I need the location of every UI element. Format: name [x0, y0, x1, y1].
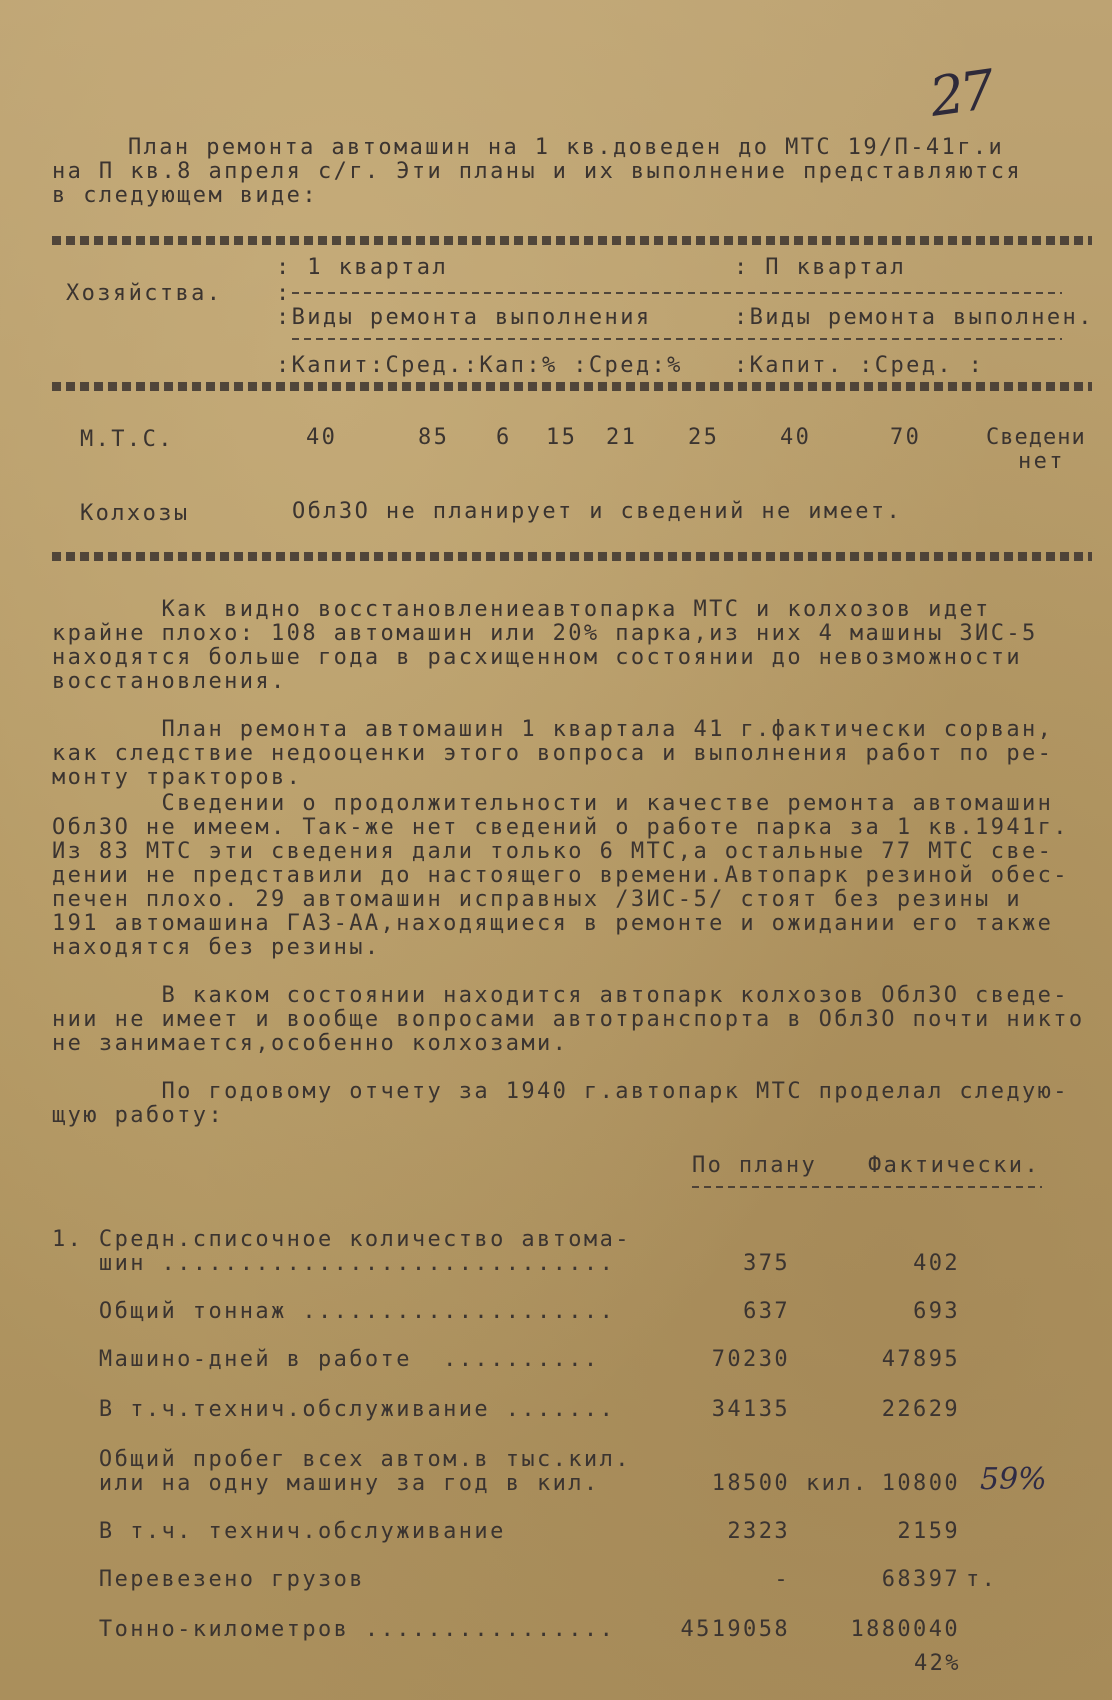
table2-col-plan: По плану: [692, 1153, 818, 1178]
table1-header-rule: [52, 382, 1092, 391]
table1-q2-cols: :Капит. :Сред. :: [734, 353, 985, 378]
table2-row-fact: 2159: [897, 1519, 960, 1544]
paragraph-2-line: План ремонта автомашин 1 квартала 41 г.фактически сорван,: [52, 717, 1054, 742]
paragraph-1-line: находятся больше года в расхищенном состоянии до невозможности: [52, 645, 1022, 670]
table1-kolkhoz-text: ОблЗО не планирует и сведений не имеет.: [292, 499, 903, 524]
table2-row-fact: 1880040: [850, 1617, 960, 1642]
table2-row-plan: -: [774, 1567, 790, 1592]
table2-row-plan: 34135: [711, 1397, 790, 1422]
table2-row-plan: 375: [743, 1251, 790, 1276]
table2-row-label: В т.ч.технич.обслуживание .......: [52, 1397, 616, 1422]
table2-row-label: Тонно-километров ................: [52, 1617, 616, 1642]
paragraph-2-line: как следствие недооценки этого вопроса и выполнения работ по ре-: [52, 741, 1054, 766]
table2-row-fact: 22629: [881, 1397, 960, 1422]
table2-row-label: 1. Средн.списочное количество автома-: [52, 1227, 631, 1252]
paragraph-1-line: крайне плохо: 108 автомашин или 20% парка,из них 4 машины ЗИС-5: [52, 621, 1038, 646]
table2-row-plan: 70230: [711, 1347, 790, 1372]
paragraph-2-line: дении не представили до настоящего времени.Автопарк резиной обес-: [52, 863, 1069, 888]
paragraph-2-line: печен плохо. 29 автомашин исправных /ЗИС-5/ стоят без резины и: [52, 887, 1022, 912]
table2-row-label: Общий тоннаж ....................: [52, 1299, 616, 1324]
table2-header-underline: [692, 1186, 1042, 1188]
paragraph-3-line: не занимается,особенно колхозами.: [52, 1031, 569, 1056]
paragraph-1-line: восстановления.: [52, 669, 287, 694]
paragraph-2-line: находятся без резины.: [52, 935, 381, 960]
table2-row-fact: 10800: [881, 1471, 960, 1496]
table1-mts-value: 85: [418, 425, 450, 450]
table2-row-label: Перевезено грузов: [52, 1567, 365, 1592]
table2-row-plan: 2323: [727, 1519, 790, 1544]
table2-row-label: шин .............................: [52, 1251, 616, 1276]
paragraph-2-line: Сведении о продолжительности и качестве ремонта автомашин: [52, 791, 1054, 816]
table2-row-plan: 637: [743, 1299, 790, 1324]
table1-mts-value: 15: [546, 425, 578, 450]
table1-top-rule: [52, 236, 1092, 245]
table2-row-label: Общий пробег всех автом.в тыс.кил.: [52, 1447, 631, 1472]
paragraph-2-line: 191 автомашина ГАЗ-АА,находящиеся в ремонте и ожидании его также: [52, 911, 1054, 936]
handwritten-annotation: 59%: [980, 1462, 1047, 1497]
table1-q2-label: : П квартал: [734, 255, 907, 280]
paragraph-1-line: Как видно восстановлениеавтопарка МТС и колхозов идет: [52, 597, 991, 622]
intro-line-3: в следующем виде:: [52, 183, 318, 208]
table1-mts-name: М.Т.С.: [80, 427, 174, 452]
table2-row-plan: 4519058: [680, 1617, 790, 1642]
table2-row-label: или на одну машину за год в кил.: [52, 1471, 600, 1496]
table1-quarter-divider: [292, 292, 1062, 294]
table2-row-fact: 402: [913, 1251, 960, 1276]
paragraph-2-line: монту тракторов.: [52, 765, 303, 790]
paragraph-2-line: ОблЗО не имеем. Так-же нет сведений о работе парка за 1 кв.1941г.: [52, 815, 1069, 840]
paragraph-4-line: По годовому отчету за 1940 г.автопарк МТС проделал следую-: [52, 1079, 1069, 1104]
table1-mts-value: 25: [688, 425, 720, 450]
table2-row-label: В т.ч. технич.обслуживание: [52, 1519, 506, 1544]
table2-row-unit: т.: [966, 1567, 998, 1592]
table2-row-plan: 18500: [711, 1471, 790, 1496]
table2-row-unit: кил.: [806, 1471, 869, 1496]
intro-line-2: на П кв.8 апреля с/г. Эти планы и их выполнение представляются: [52, 159, 1022, 184]
table1-sep-colon: :: [276, 281, 292, 306]
table1-mts-value: 40: [306, 425, 338, 450]
intro-line-1: План ремонта автомашин на 1 кв.доведен до МТС 19/П-41г.и: [128, 135, 1005, 160]
table1-mts-value: 6: [496, 425, 512, 450]
paragraph-3-line: В каком состоянии находится автопарк колхозов ОблЗО сведе-: [52, 983, 1069, 1008]
table1-bottom-rule: [52, 552, 1092, 561]
table1-mts-value: 21: [606, 425, 638, 450]
table1-types-divider: [292, 338, 1062, 340]
table2-col-fact: Фактически.: [868, 1153, 1041, 1178]
table1-mts-value: 40: [780, 425, 812, 450]
table1-mts-value: 70: [890, 425, 922, 450]
table1-q2-types: :Виды ремонта выполнен.: [734, 305, 1094, 330]
table1-mts-note-1: Сведени: [986, 425, 1086, 450]
table2-row-fact: 693: [913, 1299, 960, 1324]
page-number: 27: [925, 58, 995, 129]
paragraph-4-line: щую работу:: [52, 1103, 225, 1128]
table1-kolkhoz-name: Колхозы: [80, 501, 190, 526]
paragraph-2-line: Из 83 МТС эти сведения дали только 6 МТС,а остальные 77 МТС све-: [52, 839, 1054, 864]
paragraph-3-line: нии не имеет и вообще вопросами автотранспорта в ОблЗО почти никто: [52, 1007, 1085, 1032]
table2-row-fact: 47895: [881, 1347, 960, 1372]
table2-row-label: Машино-дней в работе ..........: [52, 1347, 600, 1372]
handwritten-percent: 42%: [914, 1651, 961, 1676]
table1-q1-cols: :Капит:Сред.:Кап:% :Сред:%: [276, 353, 683, 378]
table2-row-fact: 68397: [881, 1567, 960, 1592]
table1-q1-label: : 1 квартал: [276, 255, 449, 280]
table1-q1-types: :Виды ремонта выполнения: [276, 305, 652, 330]
table1-header-farms: Хозяйства.: [66, 281, 223, 306]
table1-mts-note-2: нет: [1018, 449, 1065, 474]
